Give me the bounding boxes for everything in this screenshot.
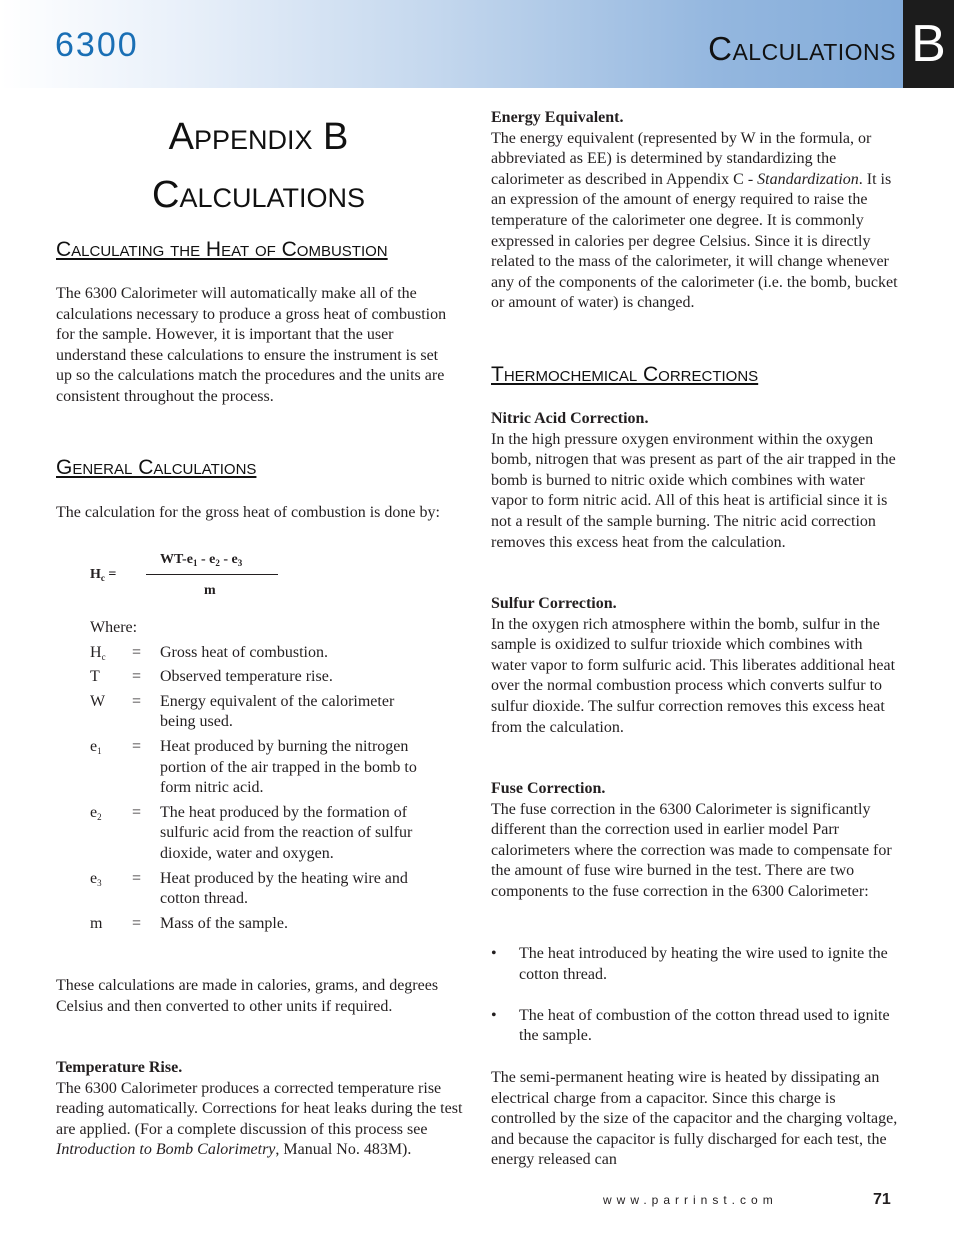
energy-equivalent-label: Energy Equivalent. [491,109,624,126]
gross-heat-formula [90,552,290,602]
definition-item: $e_2$ = The heat produced by the formation of sulfuric acid from the reaction of sulfur dioxide, water and oxygen. [90,803,413,862]
definition-item: $e_3$ = Heat produced by the heating wire and cotton thread. [90,869,408,908]
nitric-acid-label: Nitric Acid Correction. [491,410,649,427]
nitric-acid-text: In the high pressure oxygen environment within the oxygen bomb, nitrogen that was present as part of the air trapped in the bomb is burned to nitric oxide which combines with water vapor to form nitric acid. All of this heat is artificial since it is not a result of the sample burning. The nitric acid correction removes this excess heat from the calculation. [491,430,896,551]
heading-general-calculations: General Calculations [56,456,257,479]
units-paragraph: These calculations are made in calories, grams, and degrees Celsius and then converted to other units if required. [56,977,439,1015]
header-title: Calculations [708,30,896,67]
definition-item: $e_1$ = Heat produced by burning the nitrogen portion of the air trapped in the bomb to form nitric acid. [90,737,417,797]
appendix-title [56,108,461,224]
page-number: 71 [873,1191,891,1208]
fuse-components-list [491,944,901,1068]
formula-numerator: $WT-e_1 - e_2 - e_3$ [160,552,243,568]
footer-url: www.parrinst.com [603,1193,778,1207]
fuse-text: The fuse correction in the 6300 Calorimeter is significantly different than the correction used in earlier model Parr calorimeters where the correction was made to compensate for the amount of fuse wire burned in the test. There are two components to the fuse correction in the 6300 Calorimeter: [491,800,892,900]
intro-paragraph: The 6300 Calorimeter will automatically make all of the calculations necessary to produce a gross heat of combustion for the sample. However, it is important that the user understand these calculations to ensure the instrument is set up so the calculations match the procedures and the units are consistent throughout the process. [56,285,447,405]
heading-heat-of-combustion: Calculating the Heat of Combustion [56,238,388,261]
definition-item: T = Observed temperature rise. [90,668,333,686]
temperature-rise-label: Temperature Rise. [56,1059,183,1076]
fraction-bar [146,574,278,575]
semi-permanent-paragraph: The semi-permanent heating wire is heated by dissipating an electrical charge from a capacitor. Since this charge is controlled by the size of the capacitor and the charging voltage, and because the capacitor is fully discharged for each test, the energy released can [491,1069,898,1169]
heading-thermochemical-corrections: Thermochemical Corrections [491,363,759,386]
formula-denominator: m [204,583,216,598]
sulfur-section [491,594,896,738]
appendix-title-line2: Calculations [152,174,365,216]
temperature-rise-section [56,1058,466,1161]
appendix-letter-tab: B [903,0,954,88]
fuse-section [491,779,901,903]
page-header [0,0,954,88]
definition-item: W = Energy equivalent of the calorimeter being used. [90,692,395,731]
model-number: 6300 [55,26,139,64]
definition-item: m = Mass of the sample. [90,914,288,932]
definition-item: $H_c$ = Gross heat of combustion. [90,643,328,662]
sulfur-text: In the oxygen rich atmosphere within the bomb, sulfur in the sample is oxidized to sulfur trioxide which combines with water vapor to form sulfuric acid. This liberates additional heat over the normal combustion process which converts sulfur to sulfur dioxide. The sulfur correction removes this excess heat from the calculation. [491,615,896,736]
sulfur-label: Sulfur Correction. [491,595,617,612]
list-item: • The heat introduced by heating the wire used to ignite the cotton thread. [491,945,888,983]
list-item: • The heat of combustion of the cotton thread used to ignite the sample. [491,1006,890,1045]
energy-equivalent-text: The energy equivalent (represented by W in the formula, or abbreviated as EE) is determined by standardizing the calorimeter as described in Appendix C - Standardization. It is an expression of the amount of energy required to raise the temperature of the calorimeter one degree. It is commonly expressed in calories per degree Celsius. Since it is directly related to the mass of the calorimeter, it will change whenever any of the components of the calorimeter (i.e. the bomb, bucket or amount of water) is changed. [491,129,898,312]
temperature-rise-text: The 6300 Calorimeter produces a corrected temperature rise reading automatically. Corrections for heat leaks during the test are applied. (For a complete discussion of this process see Introduction to Bomb Calorimetry, Manual No. 483M). [56,1079,463,1159]
nitric-acid-section [491,409,901,553]
definitions-list [90,618,430,938]
formula-lhs: $H_c$ = [90,567,117,583]
energy-equivalent-section [491,108,901,314]
gross-paragraph: The calculation for the gross heat of combustion is done by: [56,504,440,521]
fuse-label: Fuse Correction. [491,780,606,797]
where-label: Where: [90,619,138,636]
appendix-title-line1: Appendix B [168,116,349,158]
